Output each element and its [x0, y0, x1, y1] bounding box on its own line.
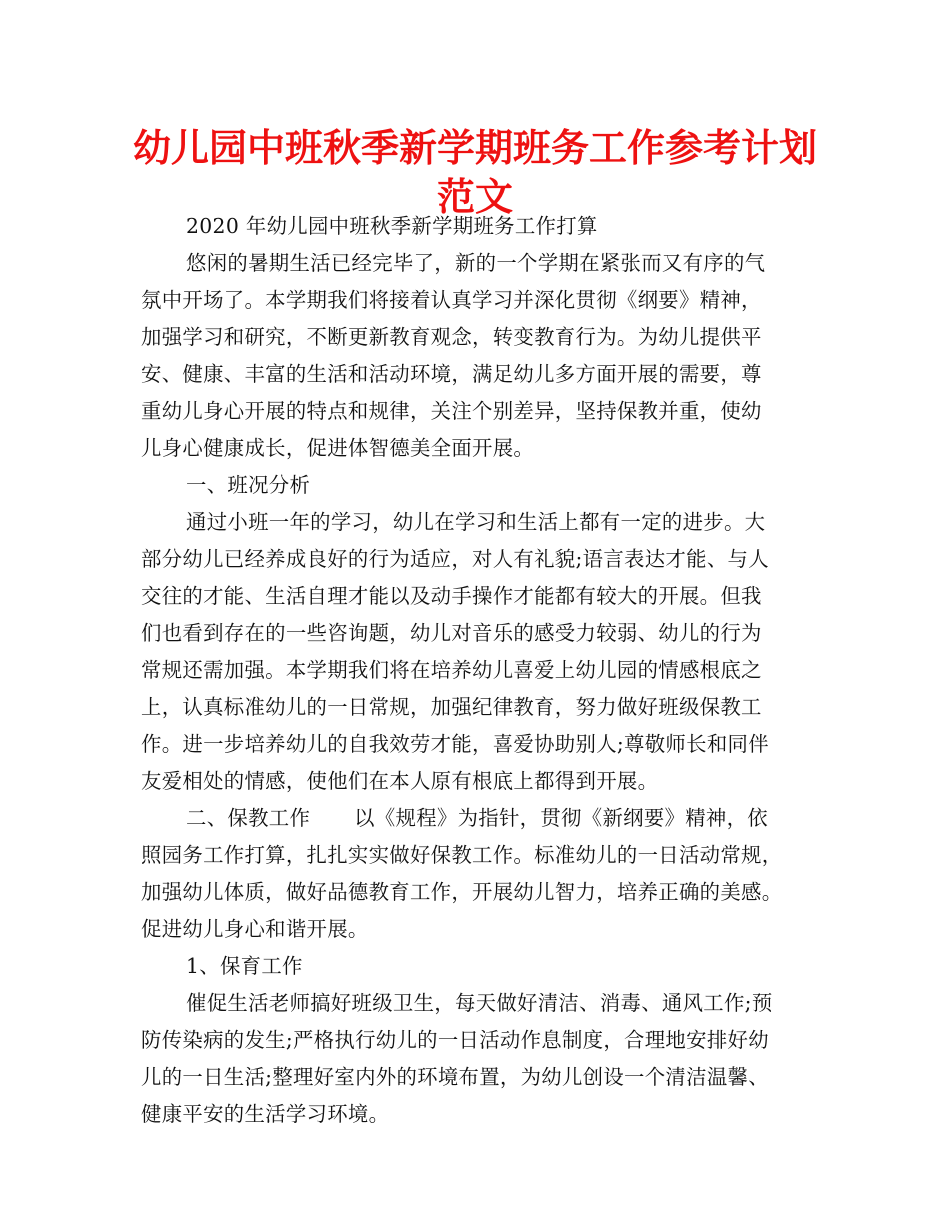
paragraph-line: 以《规程》为指针，贯彻《新纲要》精神，依 — [354, 806, 768, 830]
paragraph-line: 上，认真标准幼儿的一日常规，加强纪律教育，努力做好班级保教工 — [141, 695, 762, 719]
paragraph-line: 催促生活老师搞好班级卫生，每天做好清洁、消毒、通风工作;预 — [186, 991, 773, 1015]
section-heading-line — [186, 805, 768, 831]
paragraph-line: 常规还需加强。本学期我们将在培养幼儿喜爱上幼儿园的情感根底之 — [141, 658, 762, 682]
document-title-line-2: 范文 — [436, 175, 513, 219]
paragraph-line: 重幼儿身心开展的特点和规律，关注个别差异，坚持保教并重，使幼 — [141, 399, 762, 423]
paragraph-line: 儿的一日生活;整理好室内外的环境布置，为幼儿创设一个清洁温馨、 — [141, 1065, 769, 1089]
paragraph-line: 健康平安的生活学习环境。 — [141, 1102, 390, 1126]
paragraph-line: 友爱相处的情感，使他们在本人原有根底上都得到开展。 — [141, 769, 659, 793]
paragraph-line: 作。进一步培养幼儿的自我效劳才能，喜爱协助别人;尊敬师长和同伴 — [141, 732, 769, 756]
paragraph-line: 交往的才能、生活自理才能以及动手操作才能都有较大的开展。但我 — [141, 584, 762, 608]
paragraph-line: 部分幼儿已经养成良好的行为适应，对人有礼貌;语言表达才能、与人 — [141, 547, 769, 571]
paragraph-line: 加强幼儿体质，做好品德教育工作，开展幼儿智力，培养正确的美感。 — [141, 880, 783, 904]
document-title-line-1: 幼儿园中班秋季新学期班务工作参考计划 — [132, 126, 817, 170]
paragraph-line: 们也看到存在的一些咨询题，幼儿对音乐的感受力较弱、幼儿的行为 — [141, 621, 762, 645]
paragraph-line: 儿身心健康成长，促进体智德美全面开展。 — [141, 436, 535, 460]
paragraph-line: 防传染病的发生;严格执行幼儿的一日活动作息制度，合理地安排好幼 — [141, 1028, 769, 1052]
paragraph-line: 悠闲的暑期生活已经完毕了，新的一个学期在紧张而又有序的气 — [186, 251, 766, 275]
paragraph-line: 通过小班一年的学习，幼儿在学习和生活上都有一定的进步。大 — [186, 510, 766, 534]
paragraph-line: 促进幼儿身心和谐开展。 — [141, 917, 369, 941]
paragraph-line: 氛中开场了。本学期我们将接着认真学习并深化贯彻《纲要》精神， — [141, 288, 762, 312]
document-subtitle: 2020 年幼儿园中班秋季新学期班务工作打算 — [186, 214, 598, 238]
paragraph-line: 照园务工作打算，扎扎实实做好保教工作。标准幼儿的一日活动常规， — [141, 843, 783, 867]
paragraph-line: 加强学习和研究，不断更新教育观念，转变教育行为。为幼儿提供平 — [141, 325, 762, 349]
paragraph-line: 安、健康、丰富的生活和活动环境，满足幼儿多方面开展的需要，尊 — [141, 362, 762, 386]
section-heading: 一、班况分析 — [186, 473, 311, 497]
section-heading: 二、保教工作 — [186, 806, 311, 830]
subsection-heading: 1、保育工作 — [186, 954, 303, 978]
